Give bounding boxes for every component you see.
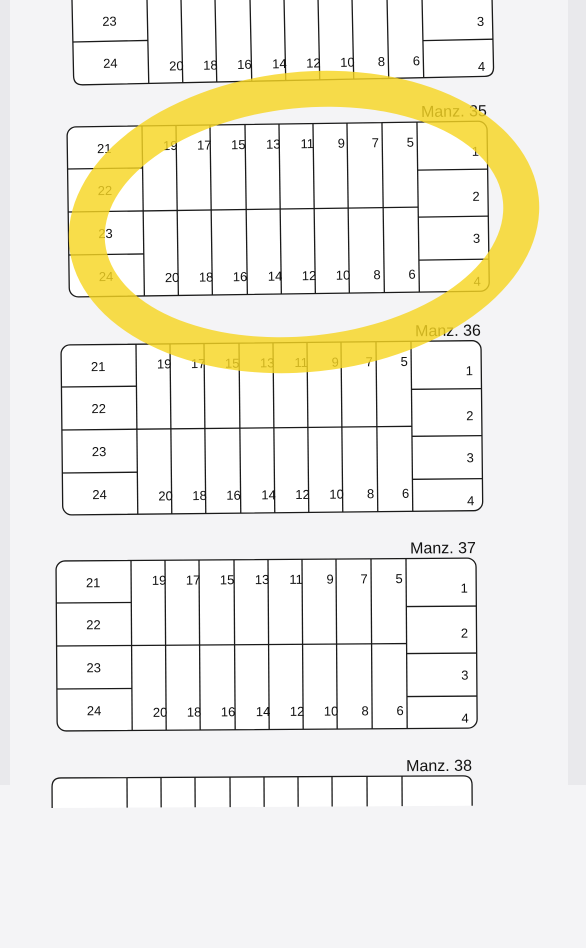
- top-lot-number: 5: [395, 571, 402, 586]
- top-lot-number: 9: [331, 355, 338, 370]
- block-outline: [52, 776, 473, 948]
- top-lot-number: 11: [300, 136, 314, 151]
- top-lot-number: 15: [225, 356, 240, 371]
- left-lot-label: 22: [91, 401, 106, 416]
- left-lot-label: 23: [92, 444, 107, 459]
- right-lot-label: 2: [466, 408, 473, 423]
- block-border: [72, 0, 494, 85]
- block-manz-35: [67, 121, 489, 297]
- bottom-lot-number: 20: [169, 58, 184, 73]
- right-lot-label: 2: [461, 626, 468, 641]
- left-row-divider: [57, 688, 132, 689]
- left-row-divider: [57, 645, 132, 646]
- bottom-lot-number: 10: [329, 487, 344, 502]
- bottom-lot-number: 10: [324, 704, 339, 719]
- bottom-lot-number: 12: [302, 268, 317, 283]
- top-lot-number: 15: [220, 572, 235, 587]
- right-lot-label: 3: [473, 231, 480, 246]
- right-lot-label: 4: [467, 493, 474, 508]
- left-row-divider: [61, 386, 136, 387]
- left-lot-label: 22: [86, 617, 101, 632]
- bottom-lot-number: 12: [290, 704, 305, 719]
- right-row-divider: [412, 479, 482, 480]
- bottom-lot-number: 18: [192, 488, 207, 503]
- top-lot-number: 7: [360, 571, 367, 586]
- bottom-lot-number: 20: [165, 270, 180, 285]
- top-lot-number: 7: [372, 135, 379, 150]
- bottom-lot-number: 14: [272, 56, 287, 71]
- right-row-divider: [411, 389, 481, 390]
- top-lot-number: 13: [266, 137, 281, 152]
- left-lot-label: 24: [103, 56, 118, 71]
- right-lot-label: 3: [461, 668, 468, 683]
- bottom-lot-number: 20: [158, 488, 173, 503]
- left-lot-label: 21: [91, 359, 106, 374]
- block-border: [52, 776, 472, 808]
- top-lot-number: 13: [255, 572, 270, 587]
- block-title: Manz. 36: [415, 323, 481, 342]
- bottom-lot-number: 6: [413, 53, 421, 68]
- bottom-lot-number: 18: [199, 269, 214, 284]
- right-lot-label: 4: [461, 711, 468, 726]
- left-lot-label: 24: [92, 487, 107, 502]
- right-lot-label: 4: [478, 59, 486, 74]
- block-manz-37: [56, 558, 477, 731]
- right-lot-label: 3: [477, 14, 485, 29]
- bottom-lot-number: 14: [268, 269, 283, 284]
- top-lot-number: 9: [326, 572, 333, 587]
- top-lot-number: 19: [152, 573, 167, 588]
- left-row-divider: [56, 602, 131, 603]
- bottom-lot-number: 6: [396, 703, 403, 718]
- left-lot-label: 23: [102, 14, 117, 29]
- left-row-divider: [62, 429, 137, 430]
- bottom-lot-number: 8: [373, 267, 380, 282]
- top-lot-number: 17: [197, 137, 212, 152]
- bottom-lot-number: 14: [261, 487, 276, 502]
- left-lot-label: 23: [86, 660, 101, 675]
- right-lot-label: 1: [466, 363, 473, 378]
- block-manz-38-partial: [52, 776, 473, 948]
- block-manz-36: [61, 341, 483, 515]
- right-row-divider: [412, 436, 482, 437]
- bottom-lot-number: 16: [221, 704, 236, 719]
- left-page-edge: [0, 0, 10, 785]
- left-lot-label: 21: [97, 141, 112, 156]
- bottom-lot-number: 18: [203, 57, 218, 72]
- bottom-lot-number: 8: [361, 703, 368, 718]
- left-lot-label: 23: [98, 226, 113, 241]
- top-lot-number: 5: [407, 135, 414, 150]
- left-lot-label: 22: [98, 183, 113, 198]
- top-lot-number: 19: [157, 356, 172, 371]
- top-lot-number: 11: [289, 572, 303, 587]
- top-lot-number: 7: [365, 354, 372, 369]
- block-title: Manz. 35: [421, 103, 487, 122]
- left-lot-label: 21: [86, 575, 101, 590]
- top-lot-number: 11: [294, 355, 308, 370]
- right-lot-label: 1: [461, 581, 468, 596]
- bottom-lot-number: 18: [187, 704, 202, 719]
- top-lot-number: 17: [186, 572, 201, 587]
- bottom-lot-number: 6: [402, 486, 409, 501]
- right-lot-label: 2: [472, 189, 479, 204]
- block-title: Manz. 37: [410, 540, 476, 558]
- bottom-lot-number: 16: [233, 269, 248, 284]
- top-lot-number: 13: [260, 355, 275, 370]
- bottom-lot-number: 20: [153, 705, 168, 720]
- left-lot-label: 24: [99, 269, 114, 284]
- left-row-divider: [62, 472, 137, 473]
- right-lot-label: 4: [473, 274, 480, 289]
- right-page-edge: [568, 0, 586, 785]
- bottom-lot-number: 10: [336, 268, 351, 283]
- right-lot-label: 1: [472, 144, 479, 159]
- block-title: Manz. 38: [406, 758, 472, 776]
- top-lot-number: 9: [338, 136, 345, 151]
- bottom-lot-number: 8: [378, 54, 386, 69]
- right-lot-label: 3: [467, 450, 474, 465]
- bottom-lot-number: 16: [226, 488, 241, 503]
- bottom-lot-number: 10: [340, 55, 355, 70]
- bottom-lot-number: 14: [256, 704, 271, 719]
- bottom-lot-number: 8: [367, 486, 374, 501]
- bottom-lot-number: 12: [306, 55, 321, 70]
- bottom-lot-number: 12: [295, 487, 310, 502]
- top-lot-number: 15: [231, 137, 246, 152]
- top-lot-number: 17: [191, 356, 206, 371]
- bottom-lot-number: 16: [237, 57, 252, 72]
- top-lot-number: 5: [400, 354, 407, 369]
- top-lot-number: 19: [163, 138, 178, 153]
- left-lot-label: 24: [87, 703, 102, 718]
- bottom-lot-number: 6: [408, 267, 415, 282]
